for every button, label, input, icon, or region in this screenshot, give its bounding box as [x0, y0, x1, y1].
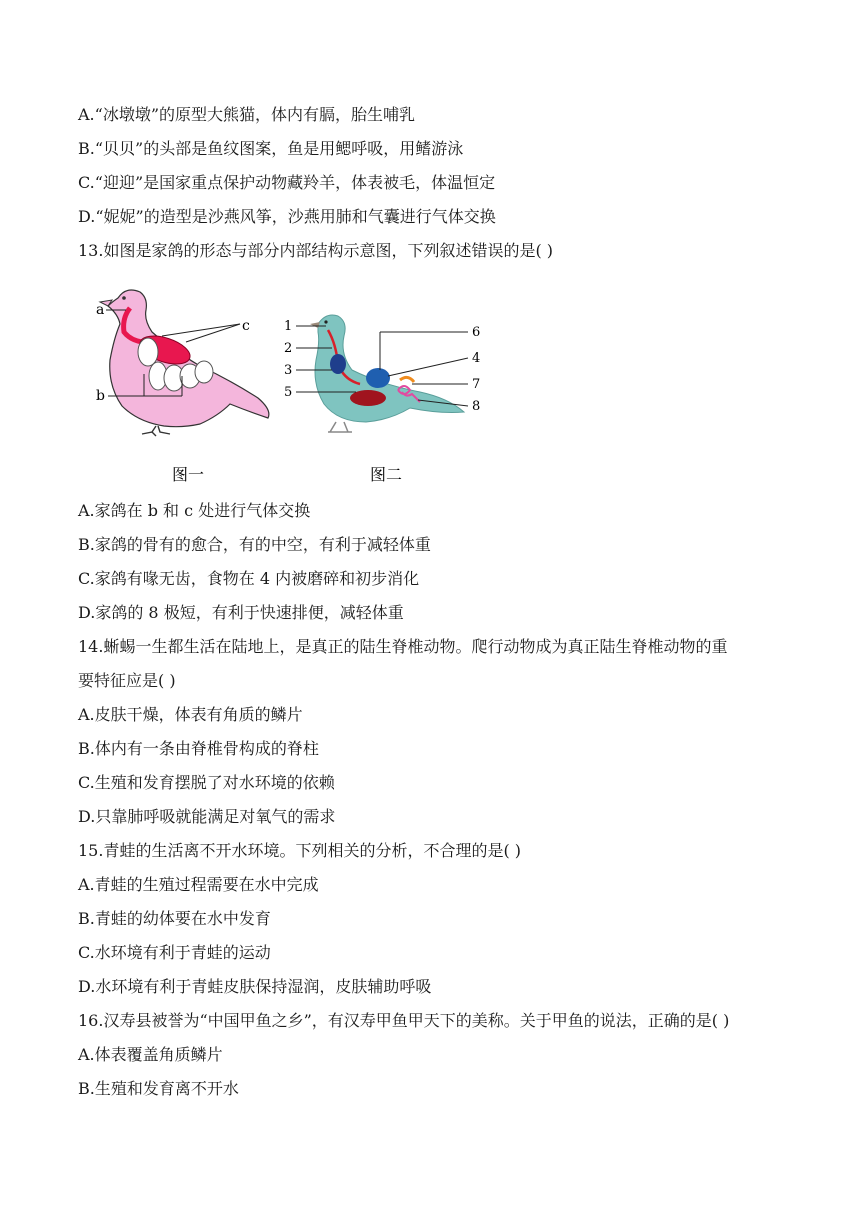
q12-option-a: A.“冰墩墩”的原型大熊猫，体内有膈，胎生哺乳	[78, 105, 416, 124]
q14-option-a: A.皮肤干燥，体表有角质的鳞片	[78, 705, 303, 724]
q13-option-d: D.家鸽的 8 极短，有利于快速排便，减轻体重	[78, 603, 404, 622]
fig2-label-4: 4	[472, 351, 481, 366]
bird2-gizzard	[400, 377, 414, 382]
q13-stem: 13.如图是家鸽的形态与部分内部结构示意图，下列叙述错误的是( )	[78, 241, 554, 260]
figure1-pigeon	[96, 290, 269, 484]
fig2-label-8: 8	[472, 399, 481, 414]
q16-option-b: B.生殖和发育离不开水	[78, 1079, 239, 1098]
bird2-stomach	[366, 368, 390, 388]
q12-option-b: B.“贝贝”的头部是鱼纹图案，鱼是用鳃呼吸，用鳍游泳	[78, 139, 464, 158]
q15-option-a: A.青蛙的生殖过程需要在水中完成	[78, 875, 319, 894]
bird2-eye	[324, 320, 327, 323]
q15-option-c: C.水环境有利于青蛙的运动	[78, 943, 271, 962]
figure2-pigeon	[284, 315, 480, 484]
q14-stem-line2: 要特征应是( )	[78, 671, 176, 690]
q12-option-c: C.“迎迎”是国家重点保护动物藏羚羊，体表被毛，体温恒定	[78, 173, 496, 192]
q12-option-d: D.“妮妮”的造型是沙燕风筝，沙燕用肺和气囊进行气体交换	[78, 207, 496, 226]
pigeon-figures	[90, 280, 510, 490]
fig2-label-2: 2	[284, 341, 293, 356]
fig1-label-b: b	[96, 388, 105, 404]
q14-option-c: C.生殖和发育摆脱了对水环境的依赖	[78, 773, 335, 792]
q14-option-d: D.只靠肺呼吸就能满足对氧气的需求	[78, 807, 336, 826]
fig2-label-7: 7	[472, 377, 481, 392]
bird1-air-sac	[195, 361, 213, 383]
q14-stem-line1: 14.蜥蜴一生都生活在陆地上，是真正的陆生脊椎动物。爬行动物成为真正陆生脊椎动物的重	[78, 637, 728, 656]
q15-option-b: B.青蛙的幼体要在水中发育	[78, 909, 271, 928]
bird1-eye	[122, 296, 126, 300]
q15-option-d: D.水环境有利于青蛙皮肤保持湿润，皮肤辅助呼吸	[78, 977, 432, 996]
q14-option-b: B.体内有一条由脊椎骨构成的脊柱	[78, 739, 319, 758]
fig2-label-5: 5	[284, 385, 293, 400]
pigeon-diagram	[90, 280, 510, 490]
bird1-air-sac	[138, 338, 158, 366]
q16-stem: 16.汉寿县被誉为“中国甲鱼之乡”，有汉寿甲鱼甲天下的美称。关于甲鱼的说法，正确的是( )	[78, 1011, 730, 1030]
bird1-feet	[142, 426, 170, 436]
q16-option-a: A.体表覆盖角质鳞片	[78, 1045, 223, 1064]
q13-option-c: C.家鸽有喙无齿，食物在 4 内被磨碎和初步消化	[78, 569, 420, 588]
figure2-caption: 图二	[370, 465, 403, 484]
fig2-label-6: 6	[472, 325, 481, 340]
fig2-label-3: 3	[284, 363, 293, 378]
fig1-label-a: a	[96, 302, 105, 318]
fig1-label-c: c	[242, 318, 250, 334]
q13-option-b: B.家鸽的骨有的愈合，有的中空，有利于减轻体重	[78, 535, 431, 554]
q13-option-a: A.家鸽在 b 和 c 处进行气体交换	[78, 501, 311, 520]
bird2-feet	[328, 422, 352, 432]
figure1-caption: 图一	[172, 465, 205, 484]
q15-stem: 15.青蛙的生活离不开水环境。下列相关的分析，不合理的是( )	[78, 841, 522, 860]
bird2-crop	[330, 354, 346, 374]
fig2-label-1: 1	[284, 319, 293, 334]
